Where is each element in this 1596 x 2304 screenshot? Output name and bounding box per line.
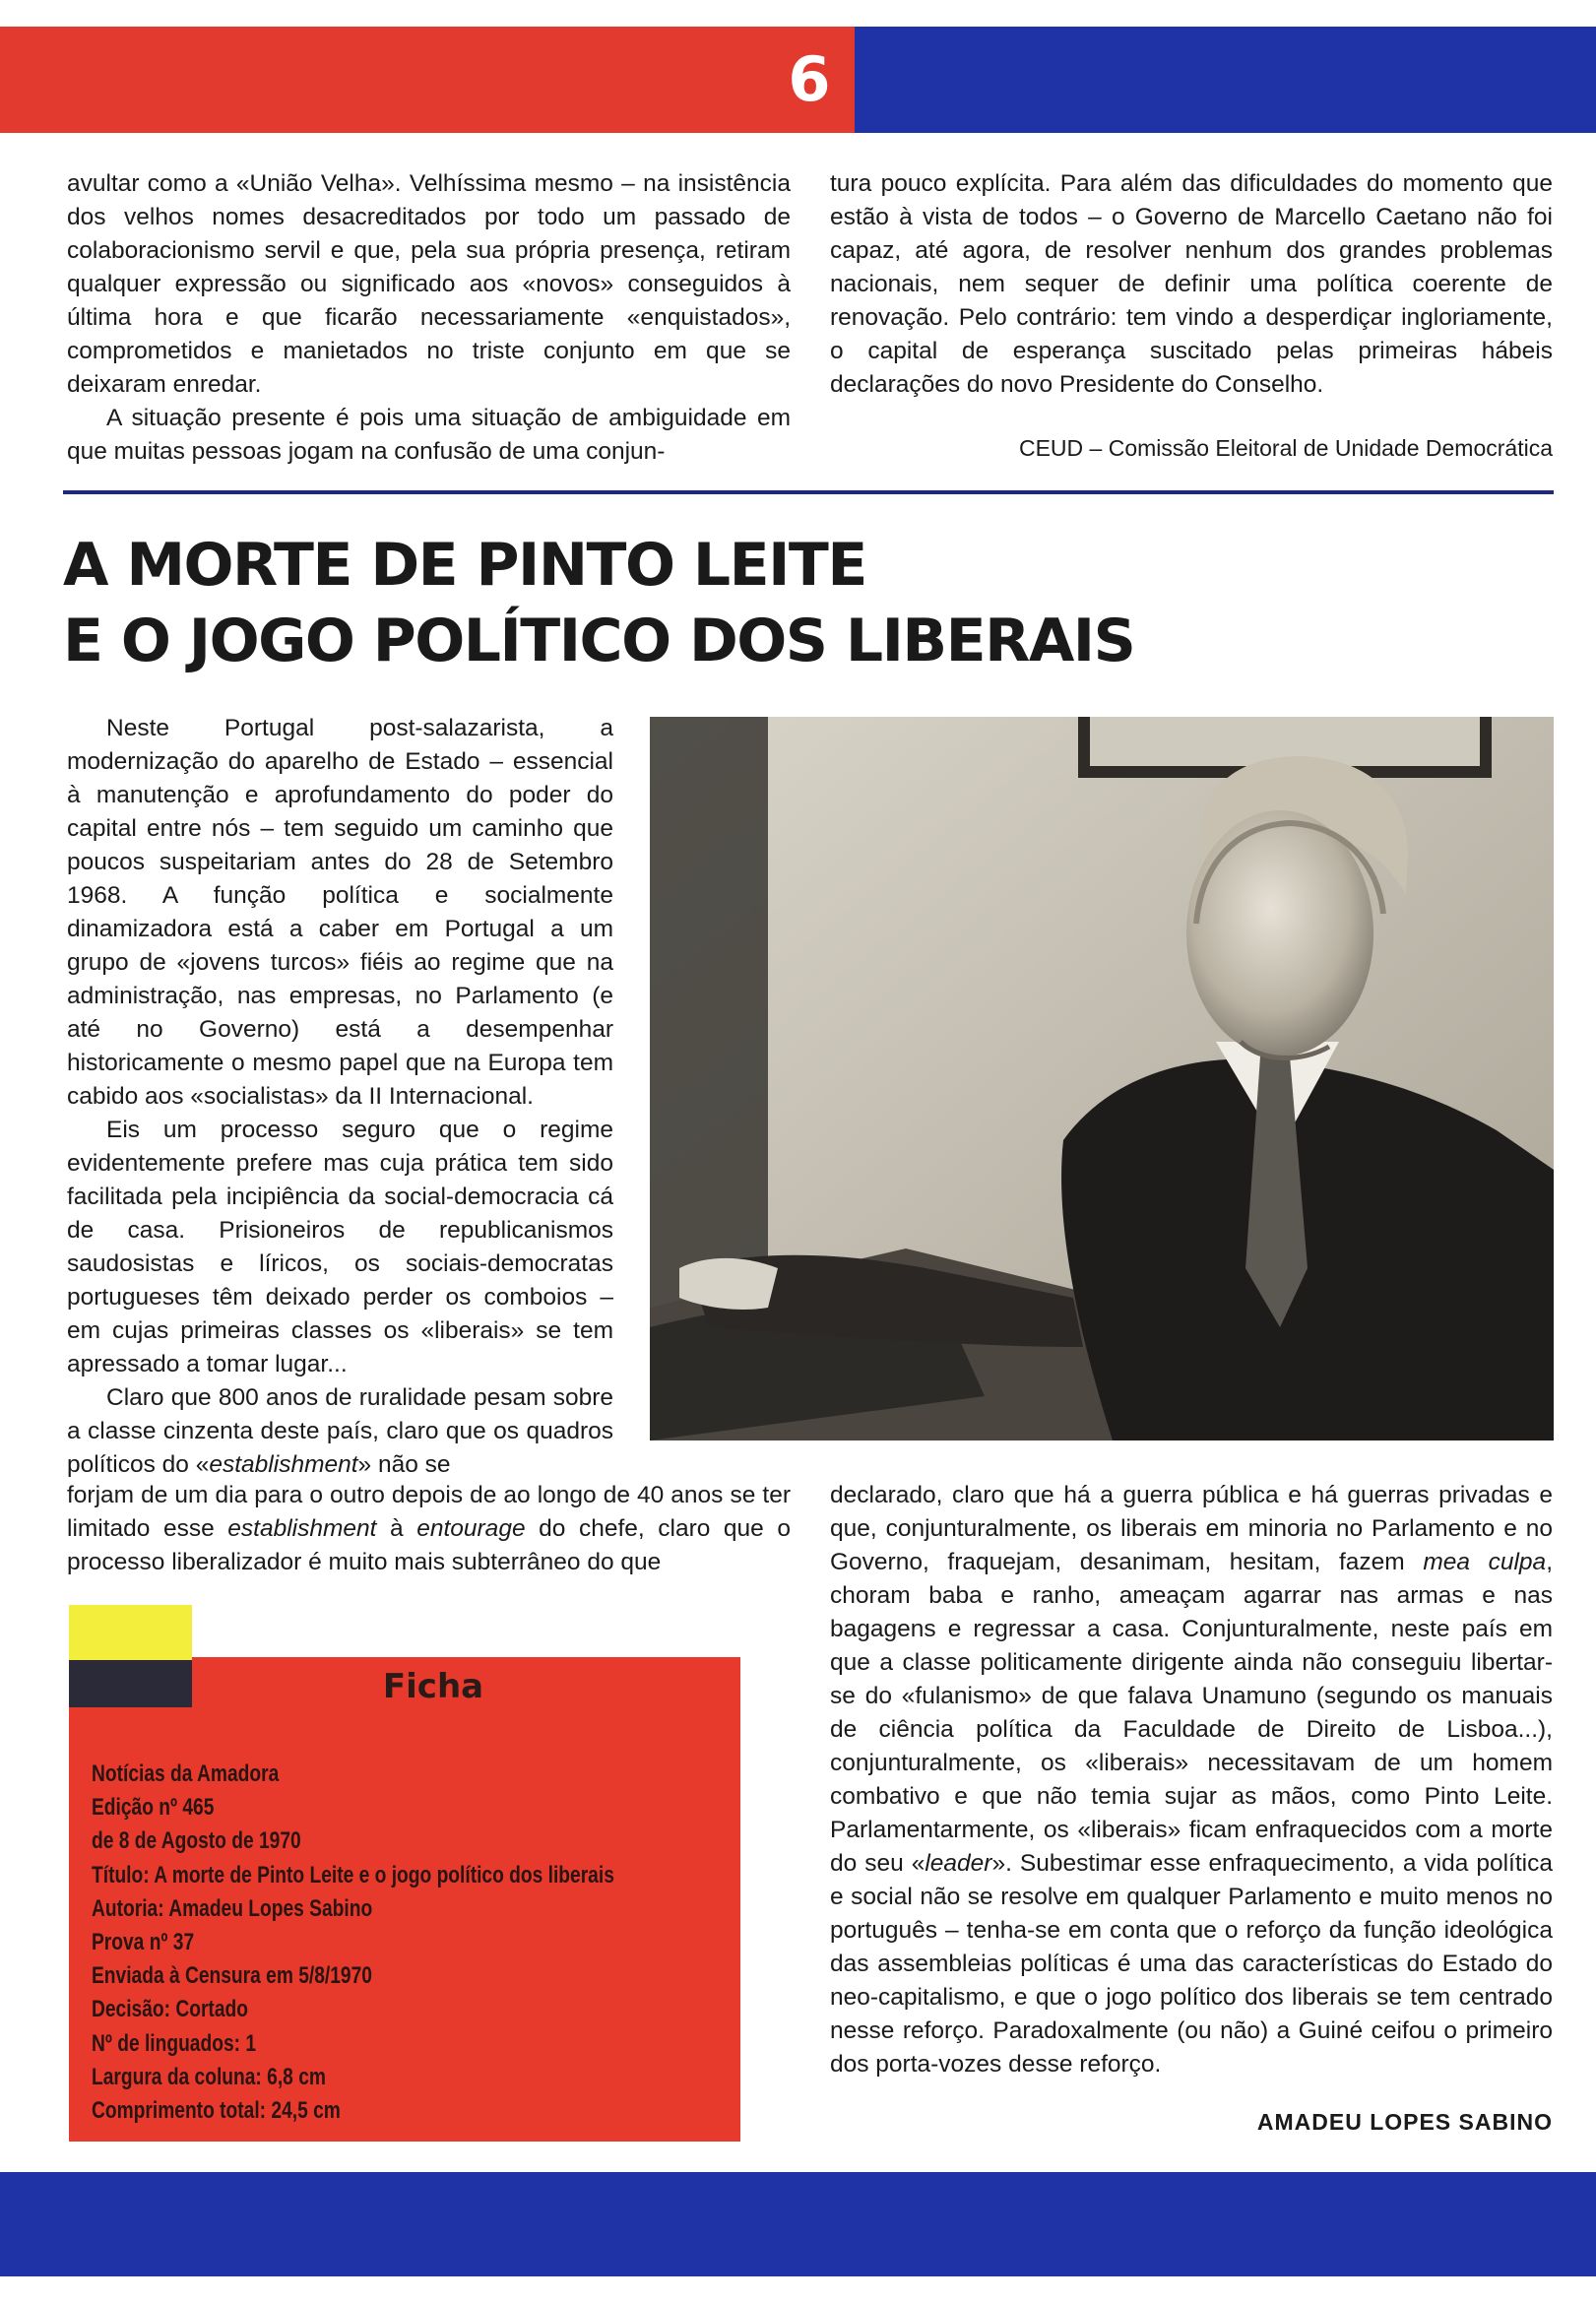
- ficha-line: Decisão: Cortado: [92, 1996, 248, 2023]
- wide-part-c: do chefe, claro que o processo liberalizador é muito mais subterrâneo do que: [67, 1515, 791, 1575]
- right-part-a: declarado, claro que há a guerra pública e há guerras privadas e que, conjunturalmente, os liberais em minoria no Parlamento e no Governo, fraquejam, desanimam, hesitam, fazem: [830, 1482, 1553, 1575]
- ficha-line: Prova nº 37: [92, 1929, 195, 1956]
- ficha-list: [92, 1758, 732, 2128]
- header-band: [0, 27, 1596, 133]
- right-em-leader: leader: [925, 1850, 992, 1877]
- page-number: 6: [788, 43, 831, 115]
- section-divider: [63, 490, 1554, 494]
- ficha-title: Ficha: [382, 1667, 484, 1706]
- intro-column: [67, 712, 613, 1482]
- right-part-b: , choram baba e ranho, ameaçam agarrar nas armas e nas bagagens e regressar a casa. Conjunturalmente, neste país em que a classe politicamente dirigente ainda não conseguiu libertar-se do «fulanismo» de que falava Unamuno (segundo os manuais de ciência política da Faculdade de Direito de Lisboa...), conjunturalmente, os «liberais» necessitavam de um homem combativo e que não temia sujar as mãos, como Pinto Leite. Parlamentarmente, os «liberais» ficam enfraquecidos com a morte do seu «: [830, 1549, 1553, 1877]
- ficha-line: Notícias da Amadora: [92, 1760, 280, 1787]
- ficha-yellow-tab: [69, 1605, 192, 1660]
- article-headline: [63, 528, 1441, 679]
- header-red-block: [0, 27, 855, 133]
- wide-em-establishment: establishment: [227, 1515, 377, 1542]
- top-left-paragraph-2: A situação presente é pois uma situação de ambiguidade em que muitas pessoas jogam na confusão de uma conjun-: [67, 405, 791, 465]
- ficha-line: Autoria: Amadeu Lopes Sabino: [92, 1894, 373, 1922]
- top-right-column: [830, 167, 1553, 402]
- portrait-photo: [650, 717, 1554, 1440]
- intro-paragraph-3: [67, 1381, 613, 1482]
- footer-band: [0, 2172, 1596, 2276]
- ficha-line: de 8 de Agosto de 1970: [92, 1827, 301, 1855]
- wide-part-a: forjam de um dia para o outro depois de ao longo de 40 anos se ter limitado esse: [67, 1482, 791, 1542]
- wide-part-b: à: [376, 1515, 417, 1542]
- intro-p3-part-b: » não se: [357, 1451, 451, 1478]
- ficha-dark-tab: [69, 1660, 192, 1707]
- wide-column: [67, 1479, 791, 1579]
- ficha-line: Edição nº 465: [92, 1794, 215, 1822]
- intro-paragraph-1: Neste Portugal post-salazarista, a modernização do aparelho de Estado – essencial à manutenção e aprofundamento do poder do capital entre nós – tem seguido um caminho que poucos suspeitariam antes do 28 de Setembro 1968. A função política e socialmente dinamizadora está a caber em Portugal a um grupo de «jovens turcos» fiéis ao regime que na administração, nas empresas, no Parlamento (e até no Governo) está a desempenhar historicamente o mesmo papel que na Europa tem cabido aos «socialistas» da II Internacional.: [67, 715, 613, 1110]
- right-paragraph: [830, 1479, 1553, 2081]
- intro-p3-part-a: Claro que 800 anos de ruralidade pesam sobre a classe cinzenta deste país, claro que os quadros políticos do «: [67, 1384, 613, 1478]
- headline-line-2: E O JOGO POLÍTICO DOS LIBERAIS: [63, 607, 1135, 675]
- photo-illustration: [650, 717, 1554, 1440]
- article-author: AMADEU LOPES SABINO: [1256, 2109, 1553, 2135]
- right-part-c: ». Subestimar esse enfraquecimento, a vida política e social não se resolve em qualquer Parlamento e muito menos no português – tenha-se em conta que o reforço da função ideológica das assembleias políticas é uma das características do Estado do neo-capitalismo, e que o jogo político dos liberais se tem centrado nesse reforço. Paradoxalmente (ou não) a Guiné ceifou o primeiro dos porta-vozes desse reforço.: [830, 1850, 1553, 2078]
- right-column: [830, 1479, 1553, 2081]
- ficha-line: Enviada à Censura em 5/8/1970: [92, 1962, 372, 1990]
- top-left-paragraph-1: avultar como a «União Velha». Velhíssima mesmo – na insistência dos velhos nomes desacreditados por todo um passado de colaboracionismo servil e que, pela sua própria presença, retiram qualquer expressão ou significado aos «novos» conseguidos à última hora e que ficarão necessariamente «enquistados», comprometidos e manietados no triste conjunto em que se deixaram enredar.: [67, 170, 791, 398]
- ficha-line: Largura da coluna: 6,8 cm: [92, 2063, 326, 2090]
- headline-line-1: A MORTE DE PINTO LEITE: [63, 531, 866, 600]
- top-right-paragraph: tura pouco explícita. Para além das dificuldades do momento que estão à vista de todos – o Governo de Marcello Caetano não foi capaz, até agora, de resolver nenhum dos grandes problemas nacionais, nem sequer de definir uma política coerente de renovação. Pelo contrário: tem vindo a desperdiçar ingloriamente, o capital de esperança suscitado pelas primeiras hábeis declarações do novo Presidente do Conselho.: [830, 170, 1553, 398]
- ficha-line: Comprimento total: 24,5 cm: [92, 2097, 341, 2125]
- ficha-line: Nº de linguados: 1: [92, 2029, 257, 2057]
- ceud-signature: CEUD – Comissão Eleitoral de Unidade Democrática: [1018, 435, 1553, 461]
- ficha-line: Título: A morte de Pinto Leite e o jogo político dos liberais: [92, 1861, 614, 1888]
- right-em-mea-culpa: mea culpa: [1423, 1549, 1547, 1575]
- header-blue-block: [855, 27, 1596, 133]
- intro-paragraph-2: Eis um processo seguro que o regime evidentemente prefere mas cuja prática tem sido facilitada pela incipiência da social-democracia cá de casa. Prisioneiros de republicanismos saudosistas e líricos, os sociais-democratas portugueses têm deixado perder os comboios – em cujas primeiras classes os «liberais» se tem apressado a tomar lugar...: [67, 1117, 613, 1377]
- intro-p3-em-establishment: establishment: [209, 1451, 358, 1478]
- top-left-column: [67, 167, 791, 469]
- wide-paragraph: [67, 1479, 791, 1579]
- wide-em-entourage: entourage: [416, 1515, 526, 1542]
